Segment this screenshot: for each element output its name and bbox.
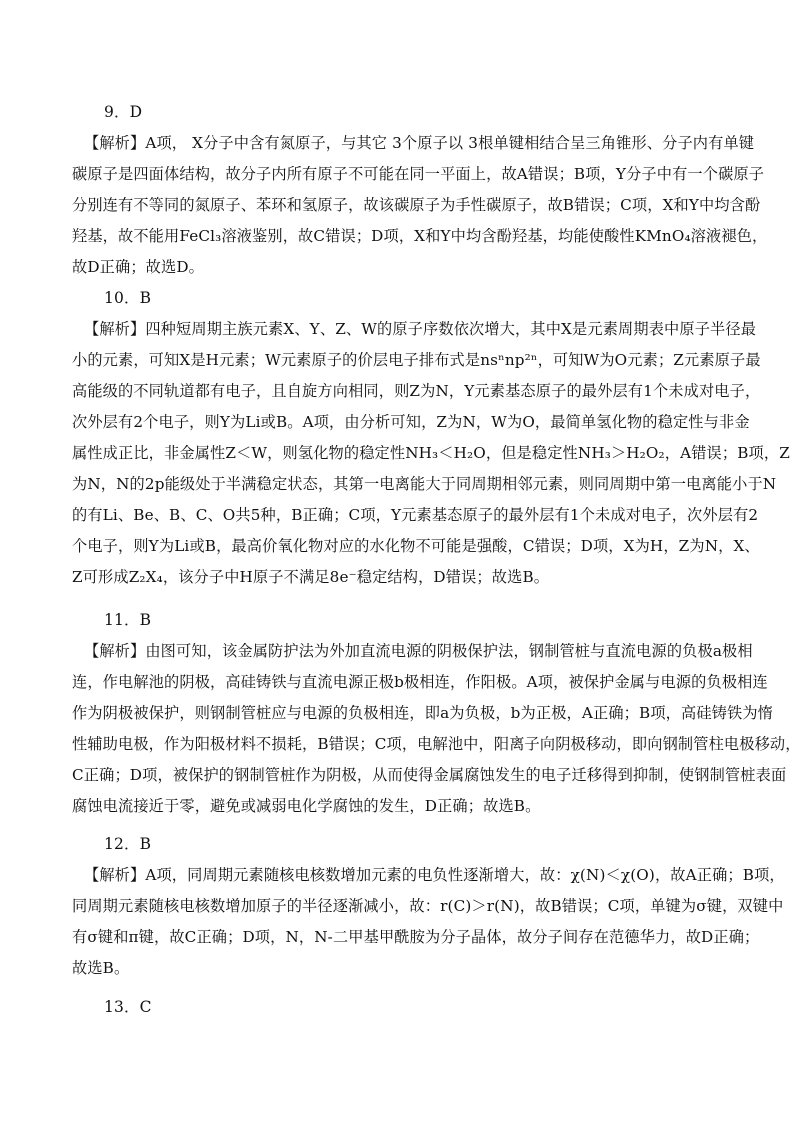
analysis-line: 羟基，故不能用FeCl₃溶液鉴别，故C错误；D项，X和Y中均含酚羟基，均能使酸性KMnO₄溶液褪色， [72, 227, 768, 245]
analysis-line: 次外层有2个电子，则Y为Li或B。A项，由分析可知，Z为N，W为O，最简单氢化物的稳定性与非金 [72, 413, 750, 431]
analysis-line: 的有Li、Be、B、C、O共5种，B正确；C项，Y元素基态原子的最外层有1个未成对电子，次外层有2 [72, 506, 759, 524]
question-number-13: 13．C [104, 998, 152, 1016]
analysis-line: 为N，N的2p能级处于半满稳定状态，其第一电离能大于同周期相邻元素，则同周期中第一电离能小于N [72, 475, 777, 493]
analysis-line: 【解析】A项，同周期元素随核电核数增加元素的电负性逐渐增大，故：χ(N)＜χ(O)，故A正确；B项， [84, 866, 785, 884]
analysis-line: 性辅助电极，作为阳极材料不损耗，B错误；C项，电解池中，阳离子向阴极移动，即向钢制管柱电极移动， [72, 735, 801, 753]
analysis-line: 高能级的不同轨道都有电子，且自旋方向相同，则Z为N，Y元素基态原子的最外层有1个未成对电子， [72, 382, 761, 400]
analysis-line: 故选B。 [72, 959, 130, 977]
analysis-line: 属性成正比，非金属性Z＜W，则氢化物的稳定性NH₃＜H₂O，但是稳定性NH₃＞H₂O₂，A错误；B项，Z [72, 444, 790, 462]
question-number-9: 9．D [104, 103, 143, 121]
analysis-line: 分别连有不等同的氮原子、苯环和氢原子，故该碳原子为手性碳原子，故B错误；C项，X和Y中均含酚 [72, 196, 761, 214]
analysis-line: 同周期元素随核电核数增加原子的半径逐渐减小，故：r(C)＞r(N)，故B错误；C项，单键为σ键，双键中 [72, 897, 784, 915]
analysis-line: 小的元素，可知X是H元素；W元素原子的价层电子排布式是nsⁿnp²ⁿ，可知W为O元素；Z元素原子最 [72, 351, 761, 369]
analysis-line: 个电子，则Y为Li或B，最高价氧化物对应的水化物不可能是强酸，C错误；D项，X为H，Z为N，X、 [72, 537, 760, 555]
question-number-10: 10．B [104, 289, 152, 307]
analysis-line: 有σ键和π键，故C正确；D项，N，N-二甲基甲酰胺为分子晶体，故分子间存在范德华力，故D正确； [72, 928, 760, 946]
analysis-line: 【解析】由图可知，该金属防护法为外加直流电源的阴极保护法，钢制管桩与直流电源的负极a极相 [84, 642, 753, 660]
analysis-line: 作为阴极被保护，则钢制管桩应与电源的负极相连，即a为负极，b为正极，A正确；B项，高硅铸铁为惰 [72, 704, 774, 722]
analysis-line: 碳原子是四面体结构，故分子内所有原子不可能在同一平面上，故A错误；B项，Y分子中有一个碳原子 [72, 165, 765, 183]
analysis-line: Z可形成Z₂X₄，该分子中H原子不满足8e⁻稳定结构，D错误；故选B。 [72, 568, 550, 586]
analysis-line: 【解析】A项， X分子中含有氮原子，与其它 3个原子以 3根单键相结合呈三角锥形、分子内有单键 [84, 134, 755, 152]
analysis-line: 【解析】四种短周期主族元素X、Y、Z、W的原子序数依次增大，其中X是元素周期表中原子半径最 [84, 320, 757, 338]
analysis-line: C正确；D项，被保护的钢制管桩作为阴极，从而使得金属腐蚀发生的电子迁移得到抑制，使钢制管桩表面 [72, 766, 787, 784]
analysis-line: 连，作电解池的阴极，高硅铸铁与直流电源正极b极相连，作阳极。A项，被保护金属与电源的负极相连 [72, 673, 768, 691]
analysis-line: 腐蚀电流接近于零，避免或减弱电化学腐蚀的发生，D正确；故选B。 [72, 797, 541, 815]
analysis-line: 故D正确；故选D。 [72, 258, 205, 276]
question-number-11: 11．B [104, 611, 152, 629]
question-number-12: 12．B [104, 835, 152, 853]
